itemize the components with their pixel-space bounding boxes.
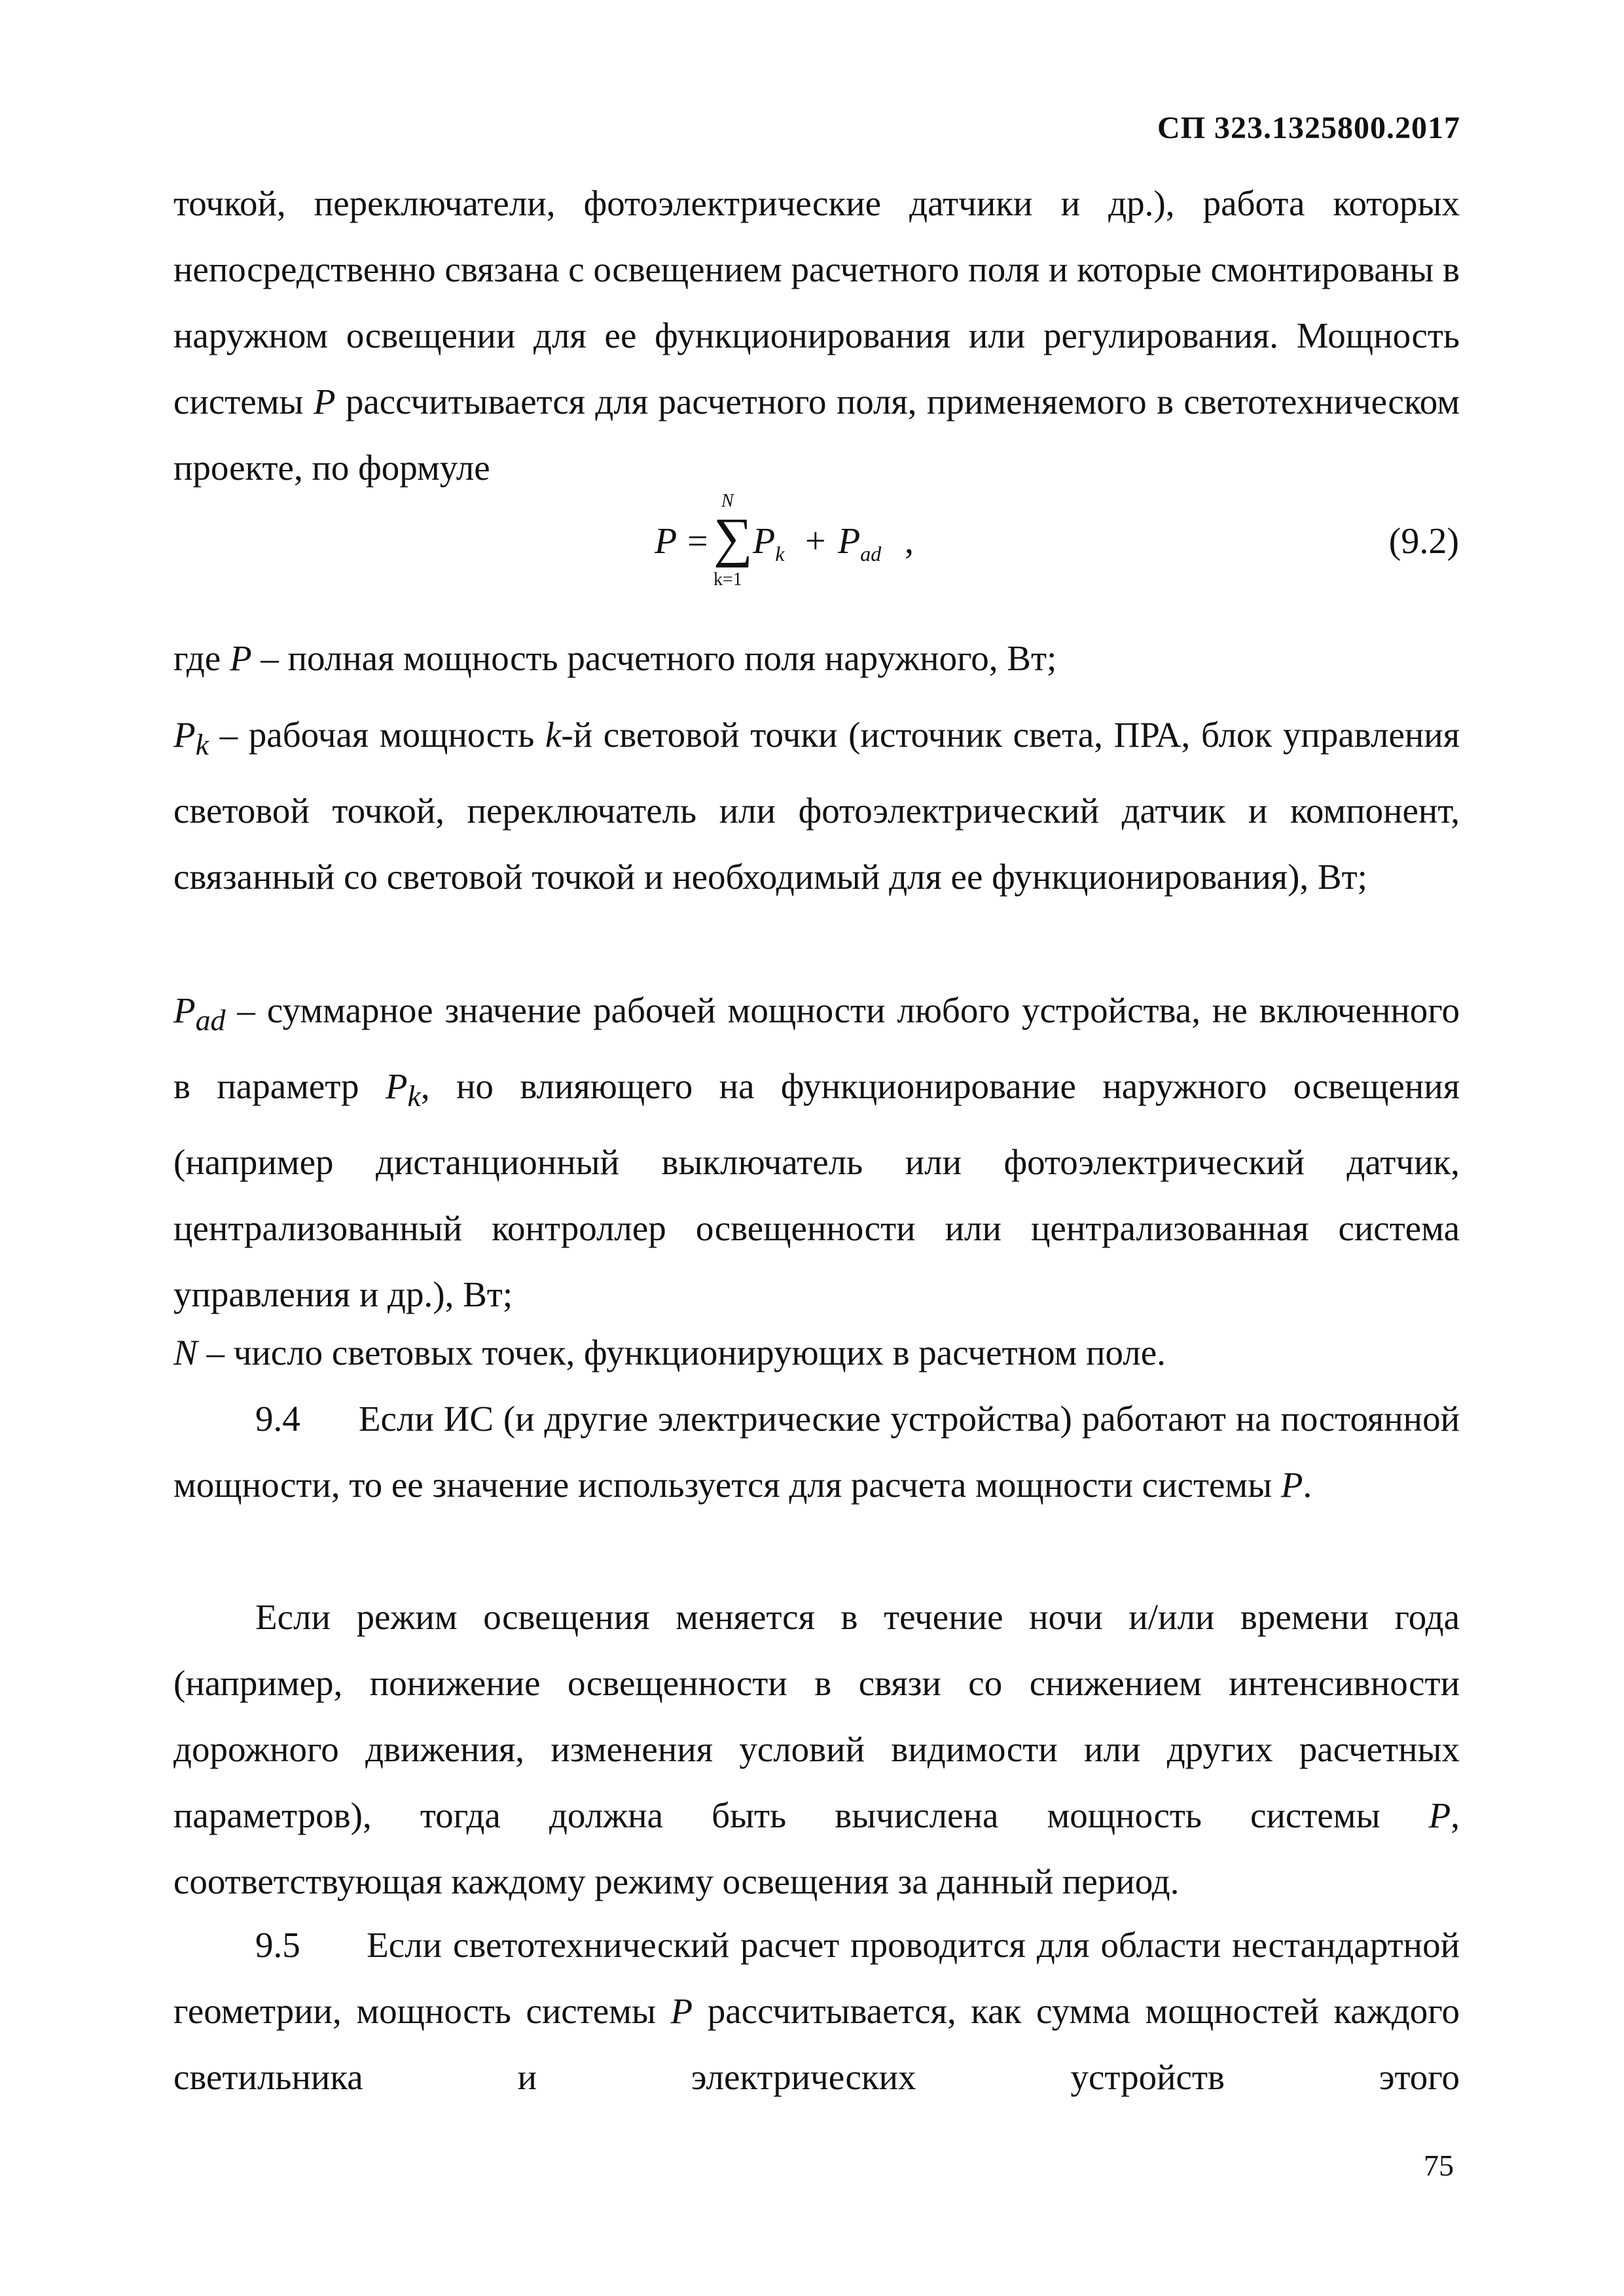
intro-paragraph: [173, 170, 1460, 501]
definition-pad: $P_{ad}$ – суммарное значение рабочей мощности любого устройства, не включенного в параметр $P_k$, но влияющего на функционирование наружного освещения (например дистанционный выключатель или фотоэлектрический датчик, централизованный контроллер освещенности или централизованная система управления и др.), Вт;: [173, 990, 1460, 1314]
definition-pad-ref-symbol: $P_k$: [385, 1066, 421, 1113]
formula-number: (9.2): [1388, 521, 1459, 562]
intro-text-before: точкой, переключатели, фотоэлектрические датчики и др.), работа которых непосредственно связана с освещением расчетного поля и которые смонтированы в наружном освещении для ее функционирования или регулирования. Мощность системы: [173, 183, 1460, 422]
formula-sum-symbol: ∑: [713, 507, 753, 568]
definition-n: N – число световых точек, функционирующих в расчетном поле.: [173, 1333, 1166, 1372]
formula-9-2: [648, 491, 988, 596]
lighting-mode-paragraph: Если режим освещения меняется в течение ночи и/или времени года (например, понижение освещенности в связи со снижением интенсивности дорожного движения, изменения условий видимости или других расчетных параметров), тогда должна быть вычислена мощность системы P, соответствующая каждому режиму освещения за данный период.: [173, 1597, 1460, 1901]
formula-plus: +: [805, 521, 826, 562]
definition-p: где P – полная мощность расчетного поля наружного, Вт;: [173, 638, 1057, 678]
formula-term1: $P_k$: [753, 521, 785, 566]
definition-pk-symbol: $P_k$: [173, 715, 209, 761]
formula-comma: ,: [905, 521, 914, 562]
definition-n-symbol: N: [173, 1333, 198, 1372]
definition-p-symbol: P: [229, 638, 252, 678]
clause-9-5-number: 9.5: [255, 1925, 300, 1965]
definition-pk: $P_k$ – рабочая мощность k-й световой точки (источник света, ПРА, блок управления световой точкой, переключатель или фотоэлектрический датчик и компонент, связанный со световой точкой и необходимый для ее функционирования), Вт;: [173, 715, 1460, 897]
formula-equals: =: [687, 521, 708, 562]
clause-9-5: 9.5 Если светотехнический расчет проводится для области нестандартной геометрии, мощность системы P рассчитывается, как сумма мощностей каждого светильника и электрических устройств этого: [173, 1925, 1460, 2097]
formula-term2: $P_{ad}$: [838, 521, 882, 566]
definition-pad-symbol: $P_{ad}$: [173, 990, 226, 1037]
document-code-header: СП 323.1325800.2017: [1157, 111, 1460, 145]
formula-lhs: P: [655, 521, 677, 562]
intro-p-symbol: P: [313, 382, 336, 422]
clause-9-4-number: 9.4: [255, 1399, 300, 1439]
intro-text-after: рассчитывается для расчетного поля, применяемого в светотехническом проекте, по формуле: [173, 382, 1460, 488]
formula-upper-limit: N: [721, 491, 734, 511]
clause-9-4: 9.4 Если ИС (и другие электрические устройства) работают на постоянной мощности, то ее значение используется для расчета мощности системы P.: [173, 1399, 1460, 1505]
page-number: 75: [1424, 2149, 1454, 2182]
formula-lower-limit: k=1: [713, 569, 742, 590]
